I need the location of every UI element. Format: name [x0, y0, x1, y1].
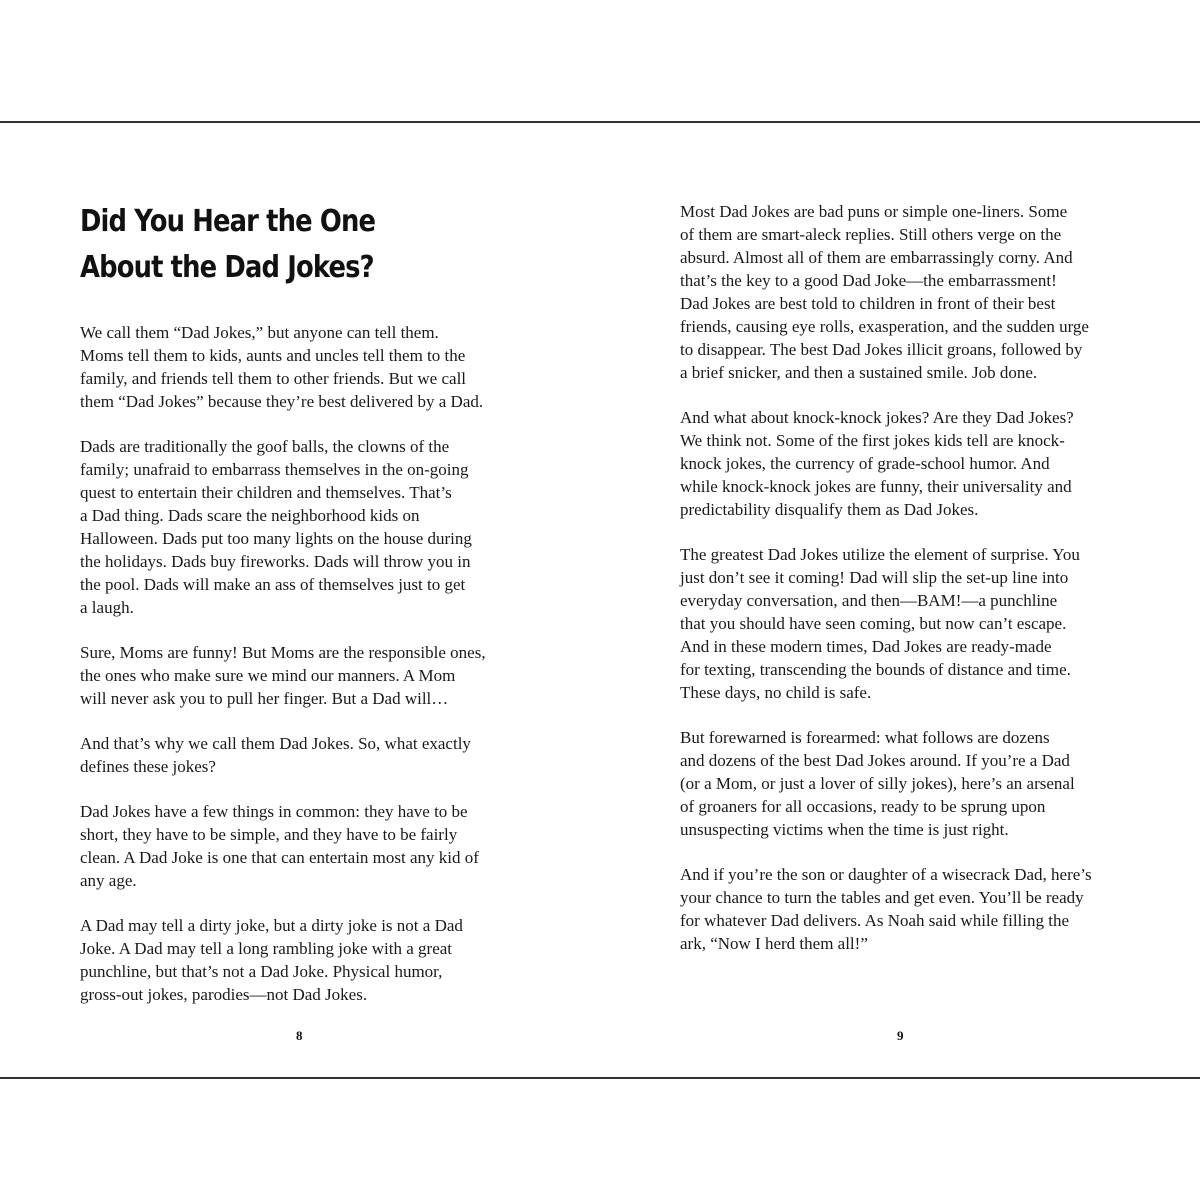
text-line: knock jokes, the currency of grade-school humor. And [680, 454, 1050, 473]
text-line: everyday conversation, and then—BAM!—a punchline [680, 591, 1058, 610]
text-line: friends, causing eye rolls, exasperation, and the sudden urge [680, 317, 1089, 336]
text-line: absurd. Almost all of them are embarrassingly corny. And [680, 248, 1073, 267]
paragraph [680, 406, 1092, 521]
text-line: while knock-knock jokes are funny, their universality and [680, 477, 1072, 496]
text-line: your chance to turn the tables and get even. You’ll be ready [680, 888, 1084, 907]
text-line: for whatever Dad delivers. As Noah said while filling the [680, 911, 1070, 930]
text-line: punchline, but that’s not a Dad Joke. Physical humor, [80, 962, 443, 981]
text-line: Dad Jokes have a few things in common: they have to be [80, 802, 468, 821]
text-line: the ones who make sure we mind our manners. A Mom [80, 666, 456, 685]
text-line: of groaners for all occasions, ready to be sprung upon [680, 797, 1046, 816]
chapter-title [80, 199, 375, 291]
text-line: any age. [80, 871, 137, 890]
text-line: that you should have seen coming, but now can’t escape. [680, 614, 1067, 633]
text-line: Moms tell them to kids, aunts and uncles tell them to the [80, 346, 466, 365]
book-spread [0, 121, 1200, 1079]
text-line: that’s the key to a good Dad Joke—the embarrassment! [680, 271, 1057, 290]
left-page-body [80, 321, 486, 1028]
paragraph [80, 914, 486, 1006]
text-line: We call them “Dad Jokes,” but anyone can tell them. [80, 323, 439, 342]
text-line: Halloween. Dads put too many lights on the house during [80, 529, 472, 548]
text-line: (or a Mom, or just a lover of silly jokes), here’s an arsenal [680, 774, 1075, 793]
text-line: gross-out jokes, parodies—not Dad Jokes. [80, 985, 368, 1004]
chapter-title-line: About the Dad Jokes? [80, 250, 374, 285]
text-line: And what about knock-knock jokes? Are they Dad Jokes? [680, 408, 1074, 427]
text-line: the holidays. Dads buy fireworks. Dads will throw you in [80, 552, 471, 571]
text-line: the pool. Dads will make an ass of themselves just to get [80, 575, 466, 594]
text-line: for texting, transcending the bounds of distance and time. [680, 660, 1071, 679]
text-line: And in these modern times, Dad Jokes are ready-made [680, 637, 1052, 656]
paragraph [80, 641, 486, 710]
paragraph [680, 543, 1092, 704]
text-line: Sure, Moms are funny! But Moms are the responsible ones, [80, 643, 486, 662]
text-line: Joke. A Dad may tell a long rambling joke with a great [80, 939, 453, 958]
text-line: a Dad thing. Dads scare the neighborhood kids on [80, 506, 420, 525]
text-line: Dads are traditionally the goof balls, the clowns of the [80, 437, 450, 456]
text-line: Dad Jokes are best told to children in front of their best [680, 294, 1056, 313]
text-line: to disappear. The best Dad Jokes illicit groans, followed by [680, 340, 1083, 359]
text-line: quest to entertain their children and themselves. That’s [80, 483, 452, 502]
right-page-body [680, 200, 1092, 977]
text-line: These days, no child is safe. [680, 683, 872, 702]
paragraph [680, 863, 1092, 955]
paragraph [80, 321, 486, 413]
text-line: a laugh. [80, 598, 134, 617]
text-line: a brief snicker, and then a sustained smile. Job done. [680, 363, 1038, 382]
text-line: family, and friends tell them to other friends. But we call [80, 369, 467, 388]
text-line: just don’t see it coming! Dad will slip the set-up line into [680, 568, 1069, 587]
page-number: 9 [897, 1028, 904, 1043]
text-line: family; unafraid to embarrass themselves in the on-going [80, 460, 469, 479]
text-line: predictability disqualify them as Dad Jokes. [680, 500, 979, 519]
text-line: will never ask you to pull her finger. But a Dad will… [80, 689, 449, 708]
text-line: short, they have to be simple, and they have to be fairly [80, 825, 458, 844]
paragraph [680, 200, 1092, 384]
text-line: A Dad may tell a dirty joke, but a dirty joke is not a Dad [80, 916, 463, 935]
paragraph [80, 732, 486, 778]
text-line: unsuspecting victims when the time is just right. [680, 820, 1009, 839]
text-line: Most Dad Jokes are bad puns or simple one-liners. Some [680, 202, 1068, 221]
page-number: 8 [296, 1028, 303, 1043]
paragraph [680, 726, 1092, 841]
left-page [0, 123, 600, 1077]
text-line: ark, “Now I herd them all!” [680, 934, 868, 953]
paragraph [80, 800, 486, 892]
text-line: and dozens of the best Dad Jokes around. If you’re a Dad [680, 751, 1070, 770]
text-line: of them are smart-aleck replies. Still others verge on the [680, 225, 1062, 244]
text-line: defines these jokes? [80, 757, 216, 776]
text-line: The greatest Dad Jokes utilize the element of surprise. You [680, 545, 1080, 564]
right-page [600, 123, 1200, 1077]
text-line: But forewarned is forearmed: what follows are dozens [680, 728, 1050, 747]
text-line: clean. A Dad Joke is one that can entertain most any kid of [80, 848, 479, 867]
chapter-title-line: Did You Hear the One [80, 204, 376, 239]
text-line: And if you’re the son or daughter of a wisecrack Dad, here’s [680, 865, 1092, 884]
text-line: And that’s why we call them Dad Jokes. So, what exactly [80, 734, 471, 753]
text-line: We think not. Some of the first jokes kids tell are knock- [680, 431, 1065, 450]
paragraph [80, 435, 486, 619]
text-line: them “Dad Jokes” because they’re best delivered by a Dad. [80, 392, 484, 411]
